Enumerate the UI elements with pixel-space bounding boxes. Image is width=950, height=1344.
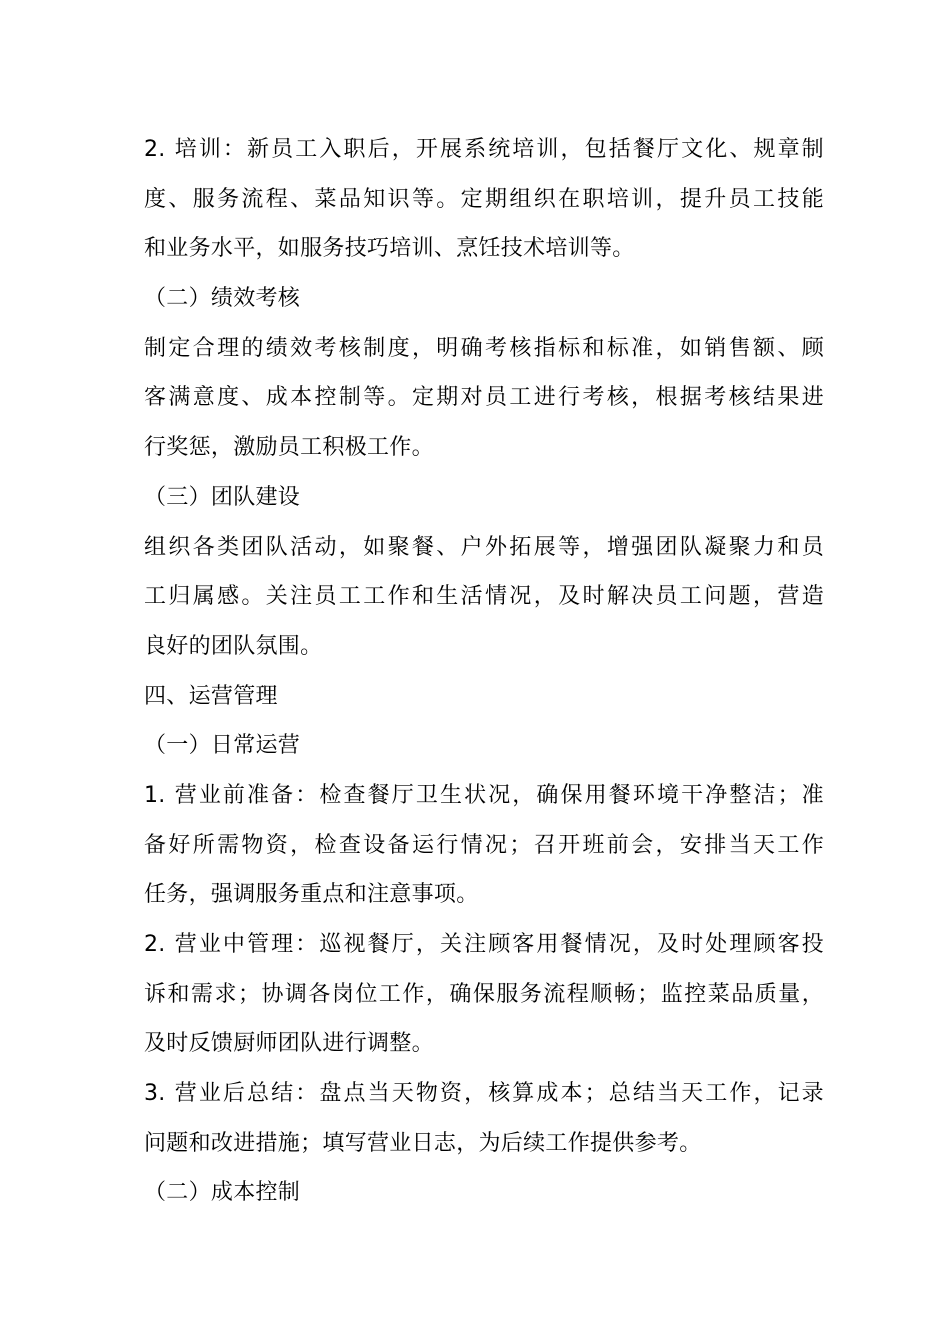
paragraph-line: 问题和改进措施；填写营业日志，为后续工作提供参考。 xyxy=(144,1130,702,1156)
paragraph-line: 度、服务流程、菜品知识等。定期组织在职培训，提升员工技能 xyxy=(144,186,824,212)
section-heading: （二）绩效考核 xyxy=(144,286,301,312)
paragraph-line: 和业务水平，如服务技巧培训、烹饪技术培训等。 xyxy=(144,236,635,262)
paragraph-line: 诉和需求；协调各岗位工作，确保服务流程顺畅；监控菜品质量， xyxy=(144,981,824,1007)
section-heading: （一）日常运营 xyxy=(144,733,301,759)
paragraph-line: 组织各类团队活动，如聚餐、户外拓展等，增强团队凝聚力和员 xyxy=(144,534,824,560)
paragraph-line: 3. 营业后总结：盘点当天物资，核算成本；总结当天工作，记录 xyxy=(144,1081,824,1107)
paragraph-line: 及时反馈厨师团队进行调整。 xyxy=(144,1031,434,1057)
paragraph-line: 2. 营业中管理：巡视餐厅，关注顾客用餐情况，及时处理顾客投 xyxy=(144,932,824,957)
paragraph-line: 行奖惩，激励员工积极工作。 xyxy=(144,435,434,461)
paragraph-line: 1. 营业前准备：检查餐厅卫生状况，确保用餐环境干净整洁；准 xyxy=(144,782,824,808)
paragraph-line: 备好所需物资，检查设备运行情况；召开班前会，安排当天工作 xyxy=(144,832,824,858)
paragraph-line: 良好的团队氛围。 xyxy=(144,633,323,659)
section-heading: （二）成本控制 xyxy=(144,1180,301,1206)
section-heading: （三）团队建设 xyxy=(144,484,301,510)
paragraph-line: 工归属感。关注员工工作和生活情况，及时解决员工问题，营造 xyxy=(144,584,824,610)
paragraph-line: 制定合理的绩效考核制度，明确考核指标和标准，如销售额、顾 xyxy=(144,335,824,361)
paragraph-line: 2. 培训：新员工入职后，开展系统培训，包括餐厅文化、规章制 xyxy=(144,137,824,162)
paragraph-line: 客满意度、成本控制等。定期对员工进行考核，根据考核结果进 xyxy=(144,385,824,411)
paragraph-line: 任务，强调服务重点和注意事项。 xyxy=(144,882,479,908)
document-body xyxy=(144,125,824,1218)
chapter-heading: 四、运营管理 xyxy=(144,683,278,709)
